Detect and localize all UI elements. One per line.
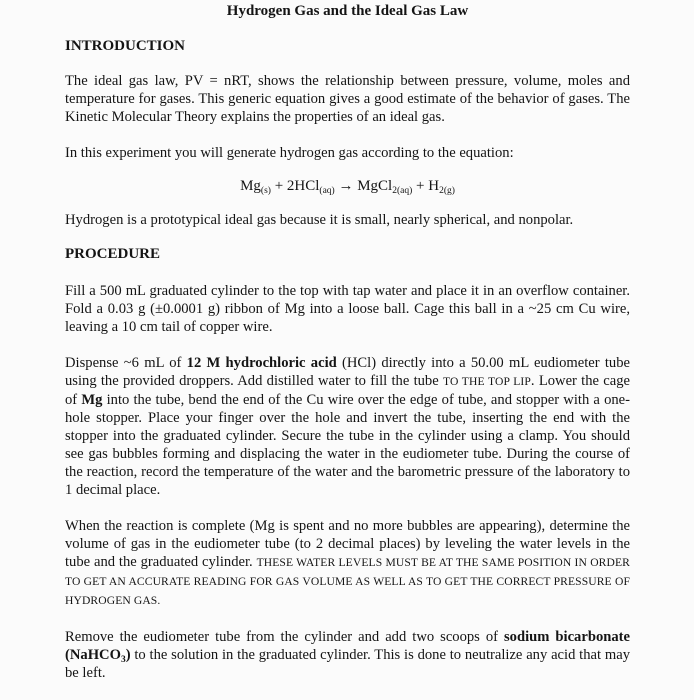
nahco3-formula [65, 647, 131, 663]
mg-bold: Mg [81, 392, 103, 408]
intro-paragraph-1: The ideal gas law, PV = nRT, shows the relationship between pressure, volume, moles and temperature for gases. This generic equation gives a good estimate of the behavior of gases. The Kinetic Molecular Theory explains the properties of an ideal gas. [65, 73, 630, 125]
nahco3-sub: 3 [120, 655, 126, 665]
reaction-equation [65, 177, 630, 195]
procedure-paragraph-2 [65, 354, 630, 499]
eq-mgcl2-state: 2(aq) [392, 186, 413, 196]
eq-h2-state: 2(g) [439, 186, 455, 196]
p2-text-c: (HCl) directly into a 50.00 mL eudiometer tube using the provided droppers. Add distilled water to fill the tube [65, 355, 630, 389]
eq-mg: Mg [240, 178, 261, 194]
top-lip-caps: TO THE TOP LIP [442, 375, 531, 388]
eq-mgcl2: MgCl [357, 178, 393, 194]
p4-text-a: Remove the eudiometer tube from the cylinder and add two scoops of [65, 629, 504, 645]
procedure-paragraph-3 [65, 517, 630, 610]
procedure-paragraph-4 [65, 628, 630, 682]
p2-text-g: into the tube, bend the end of the Cu wire over the edge of tube, and stopper with a one-hole stopper. Place your finger over the hole and invert the tube, inserting the end with the stopper into the graduated cylinder. Secure the tube in the cylinder using a clamp. You should see gas bubbles forming and displacing the water in the eudiometer tube. During the course of the reaction, record the temperature of the water and the barometric pressure of the laboratory to 1 decimal place. [65, 392, 630, 498]
eq-hcl-state: (aq) [319, 186, 335, 196]
procedure-heading: PROCEDURE [65, 246, 161, 262]
p2-text-a: Dispense ~6 mL of [65, 355, 187, 371]
eq-arrow: → [334, 178, 358, 194]
sodium-bicarbonate-bold: sodium bicarbonate [504, 629, 630, 645]
eq-hcl: + 2HCl [270, 178, 320, 194]
nahco3-pre: (NaHCO [65, 647, 121, 663]
intro-paragraph-2: In this experiment you will generate hydrogen gas according to the equation: [65, 145, 514, 161]
water-levels-warning-caps: THESE WATER LEVELS MUST BE AT THE SAME POSITION IN ORDER TO GET AN ACCURATE READING FOR GAS VOLUME AS WELL AS TO GET THE CORRECT PRESSURE OF HYDROGEN GAS. [65, 556, 630, 607]
eq-mg-state: (s) [260, 186, 271, 196]
p4-text-e: to the solution in the graduated cylinder. This is done to neutralize any acid that may be left. [65, 647, 630, 681]
hydrochloric-acid-bold: 12 M hydrochloric acid [186, 355, 337, 371]
intro-paragraph-3: Hydrogen is a prototypical ideal gas because it is small, nearly spherical, and nonpolar. [65, 212, 574, 228]
procedure-paragraph-1: Fill a 500 mL graduated cylinder to the top with tap water and place it in an overflow container. Fold a 0.03 g (±0.0001 g) ribbon of Mg into a loose ball. Cage this ball in a ~25 cm Cu wire, leaving a 10 cm tail of copper wire. [65, 283, 630, 335]
nahco3-post: ) [125, 647, 131, 663]
p2-text-e: . Lower the cage of [65, 373, 630, 408]
eq-h2: + H [412, 178, 440, 194]
p3-text-a: When the reaction is complete (Mg is spent and no more bubbles are appearing), determine the volume of gas in the eudiometer tube (to 2 decimal places) by leveling the water levels in the tube and the graduated cylinder. [65, 518, 630, 570]
document-title: Hydrogen Gas and the Ideal Gas Law [226, 3, 469, 19]
introduction-heading: INTRODUCTION [65, 38, 186, 54]
